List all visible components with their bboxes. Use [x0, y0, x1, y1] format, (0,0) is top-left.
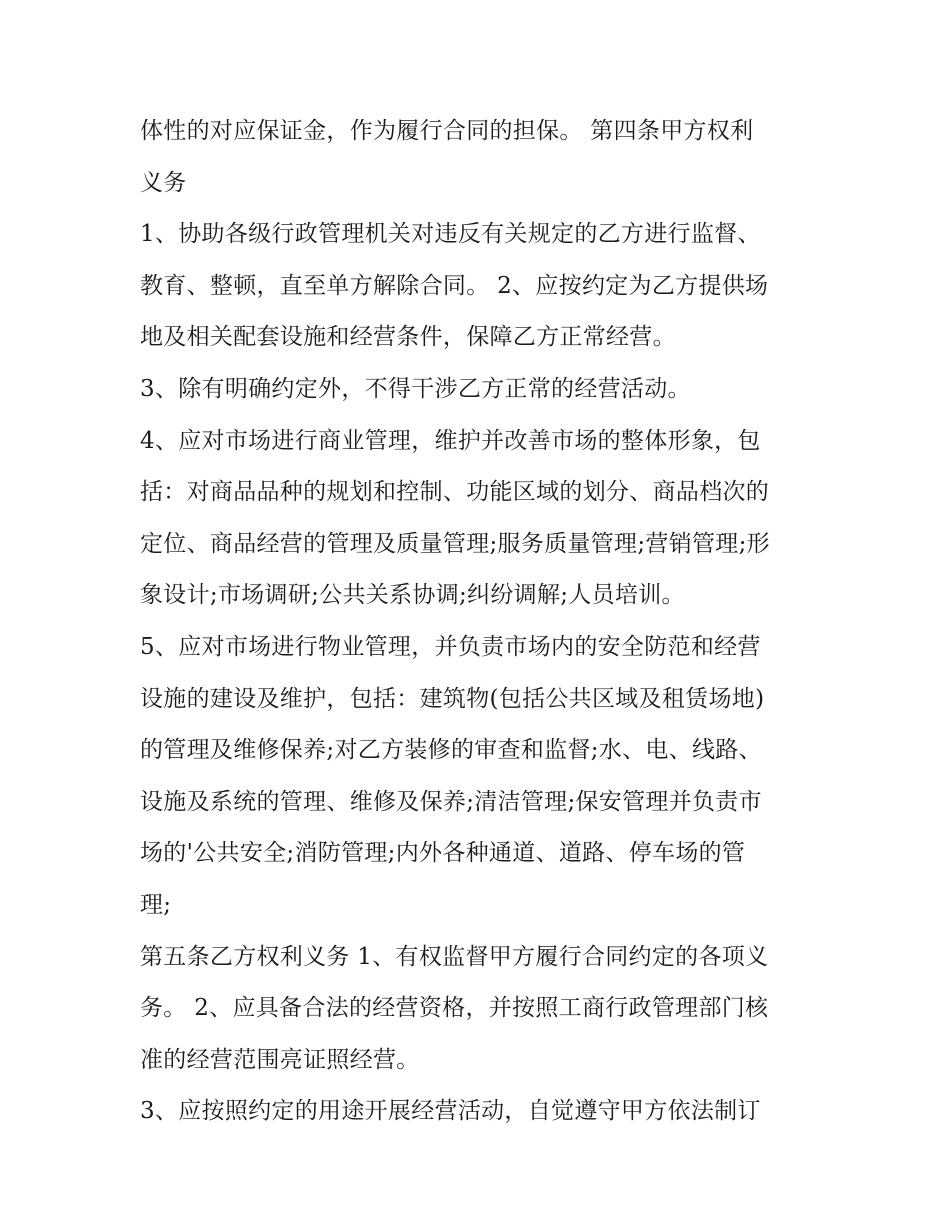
text-line: 1、协助各级行政管理机关对违反有关规定的乙方进行监督、 [140, 221, 761, 248]
text-line: 括：对商品品种的规划和控制、功能区域的划分、商品档次的 [140, 479, 770, 506]
text-line: 设施及系统的管理、维修及保养;清洁管理;保安管理并负责市 [140, 788, 762, 815]
text-line: 场的'公共安全;消防管理;内外各种通道、道路、停车场的管 [140, 840, 746, 867]
text-line: 5、应对市场进行物业管理，并负责市场内的安全防范和经营 [140, 633, 761, 660]
text-line: 体性的对应保证金，作为履行合同的担保。 第四条甲方权利 [140, 118, 754, 144]
text-line: 象设计;市场调研;公共关系协调;纠纷调解;人员培训。 [140, 582, 685, 609]
text-line: 地及相关配套设施和经营条件，保障乙方正常经营。 [140, 324, 676, 351]
text-line: 3、应按照约定的用途开展经营活动，自觉遵守甲方依法制订 [140, 1098, 761, 1125]
text-line: 教育、整顿，直至单方解除合同。 2、应按约定为乙方提供场 [140, 272, 769, 299]
text-line: 理; [140, 891, 172, 918]
text-line: 第五条乙方权利义务 1、有权监督甲方履行合同约定的各项义 [140, 943, 769, 970]
text-line: 设施的建设及维护，包括：建筑物(包括公共区域及租赁场地) [140, 685, 765, 712]
text-line: 定位、商品经营的管理及质量管理;服务质量管理;营销管理;形 [140, 530, 770, 557]
text-line: 的管理及维修保养;对乙方装修的审查和监督;水、电、线路、 [140, 737, 762, 764]
text-line: 3、除有明确约定外，不得干涉乙方正常的经营活动。 [140, 375, 691, 402]
text-line: 义务 [140, 169, 187, 196]
text-line: 4、应对市场进行商业管理，维护并改善市场的整体形象，包 [140, 427, 761, 454]
text-line: 准的经营范围亮证照经营。 [140, 1046, 420, 1073]
document-body [140, 106, 830, 1138]
text-line: 务。 2、应具备合法的经营资格，并按照工商行政管理部门核 [140, 995, 769, 1022]
